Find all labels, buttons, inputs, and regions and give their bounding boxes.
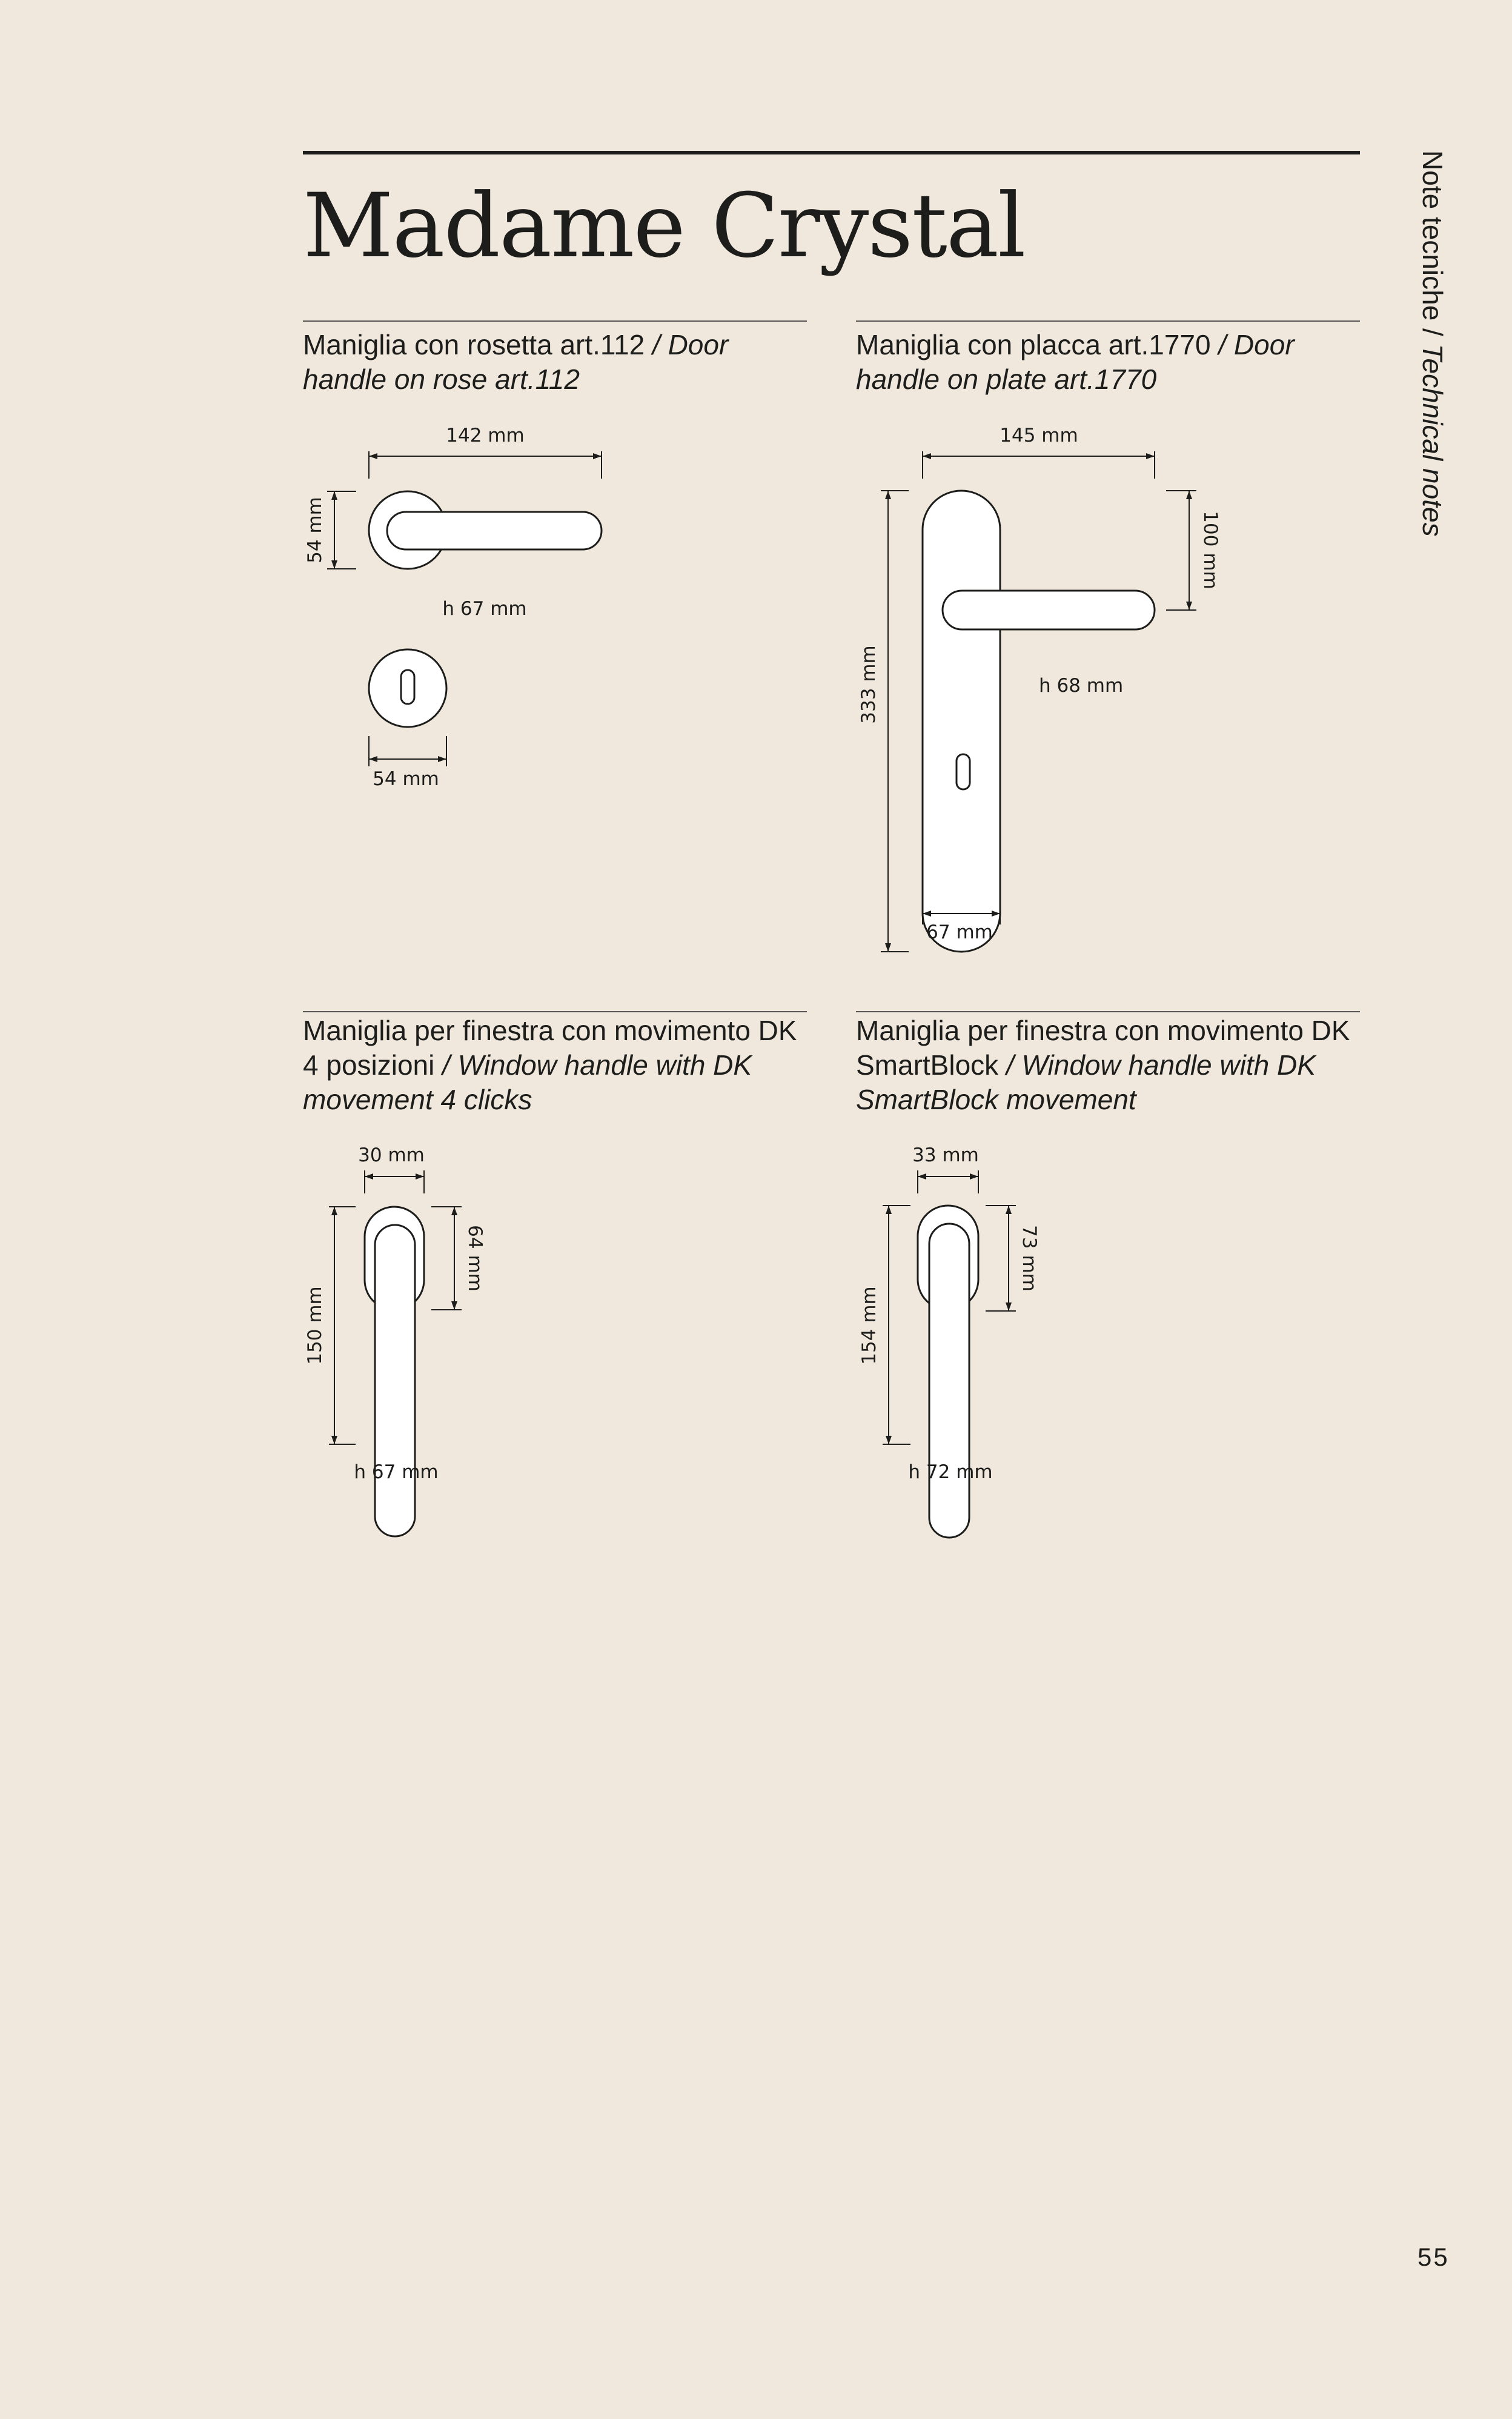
- arrowhead: [365, 1173, 373, 1180]
- dim-label-plate-width: 67 mm: [926, 921, 993, 943]
- keyhole-shape: [957, 754, 970, 789]
- dim-label-rose-width: 54 mm: [373, 768, 439, 790]
- arrowhead: [886, 1436, 892, 1444]
- dim-label-rose-height: 54 mm: [304, 497, 326, 563]
- dim-label-length: 154 mm: [858, 1286, 880, 1365]
- section-rule-door-plate: [856, 320, 1360, 322]
- dim-label-depth: h 72 mm: [908, 1461, 993, 1483]
- caption-door-rose: [303, 328, 815, 397]
- dim-label-depth: h 68 mm: [1039, 675, 1124, 697]
- caption-english: / Window handle with DK movement 4 clicks: [303, 1049, 752, 1115]
- arrowhead: [1186, 491, 1192, 499]
- dim-label-rose-height: 73 mm: [1018, 1225, 1040, 1292]
- caption-italian: Maniglia per finestra con movimento DK SmartBlock: [856, 1015, 1350, 1081]
- arrowhead: [416, 1173, 424, 1180]
- page-title: Madame Crystal: [303, 174, 1025, 277]
- dim-label-width: 142 mm: [446, 425, 525, 446]
- caption-english: / Window handle with DK SmartBlock movement: [856, 1049, 1316, 1115]
- dim-label-width: 30 mm: [358, 1144, 425, 1166]
- arrowhead: [1146, 453, 1155, 459]
- keyhole-shape: [401, 670, 414, 704]
- arrowhead: [331, 1436, 337, 1444]
- drawing-window-handle-dk: [291, 1133, 533, 1496]
- dim-label-rose-height: 64 mm: [464, 1225, 486, 1292]
- arrowhead: [1006, 1302, 1012, 1311]
- lever-shape: [943, 591, 1155, 629]
- arrowhead: [923, 453, 931, 459]
- dim-label-lever-height: 100 mm: [1199, 511, 1221, 589]
- arrowhead: [886, 1206, 892, 1214]
- dim-label-depth: h 67 mm: [354, 1461, 439, 1483]
- dim-label-width: 33 mm: [912, 1144, 979, 1166]
- section-rule-window-smartblock: [856, 1011, 1360, 1012]
- arrowhead: [1006, 1206, 1012, 1214]
- lever-shape: [375, 1225, 415, 1536]
- arrowhead: [885, 943, 891, 952]
- caption-italian: Maniglia per finestra con movimento DK 4 posizioni: [303, 1015, 797, 1081]
- caption-english: / Door handle on rose art.112: [303, 329, 729, 395]
- lever-shape: [387, 512, 602, 549]
- arrowhead: [451, 1207, 457, 1215]
- arrowhead: [331, 491, 337, 500]
- plate-shape: [923, 491, 1000, 952]
- side-label-separator: /: [1417, 320, 1448, 344]
- arrowhead: [1186, 602, 1192, 610]
- drawing-window-handle-smartblock: [845, 1133, 1087, 1496]
- page-number: 55: [1418, 2243, 1450, 2271]
- dim-label-length: 150 mm: [304, 1286, 326, 1365]
- section-rule-door-rose: [303, 320, 807, 322]
- arrowhead: [593, 453, 602, 459]
- dim-label-depth: h 67 mm: [442, 598, 527, 620]
- dim-label-plate-height: 333 mm: [858, 645, 880, 724]
- section-rule-window-dk: [303, 1011, 807, 1012]
- section-side-label: [1414, 150, 1451, 537]
- caption-italian: Maniglia con rosetta art.112: [303, 329, 645, 360]
- side-label-english: Technical notes: [1417, 343, 1448, 537]
- drawing-door-handle-plate: [848, 418, 1236, 963]
- lever-shape: [929, 1224, 969, 1538]
- caption-english: / Door handle on plate art.1770: [856, 329, 1295, 395]
- arrowhead: [331, 560, 337, 569]
- arrowhead: [970, 1173, 978, 1180]
- title-top-rule: [303, 151, 1360, 154]
- drawing-door-handle-rose: [291, 418, 630, 806]
- arrowhead: [918, 1173, 926, 1180]
- caption-window-dk: [303, 1014, 815, 1117]
- arrowhead: [369, 756, 377, 762]
- arrowhead: [438, 756, 446, 762]
- arrowhead: [885, 491, 891, 499]
- caption-window-smartblock: [856, 1014, 1368, 1117]
- arrowhead: [451, 1301, 457, 1310]
- caption-italian: Maniglia con placca art.1770: [856, 329, 1211, 360]
- side-label-italian: Note tecniche: [1417, 150, 1448, 321]
- arrowhead: [331, 1207, 337, 1215]
- dim-label-width: 145 mm: [1000, 425, 1078, 446]
- arrowhead: [369, 453, 377, 459]
- caption-door-plate: [856, 328, 1368, 397]
